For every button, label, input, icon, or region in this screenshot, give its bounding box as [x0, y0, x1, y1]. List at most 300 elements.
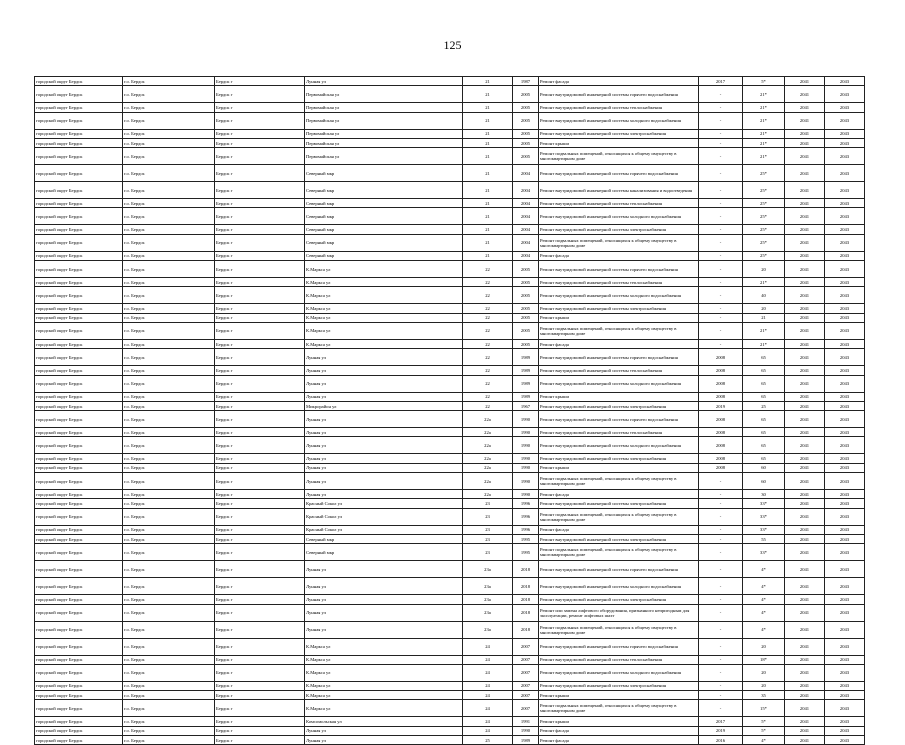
- district-cell: городской округ Бердск: [35, 349, 123, 366]
- table-row: [35, 261, 865, 278]
- table-row: [35, 182, 865, 199]
- locality-cell: Бердск г: [215, 103, 305, 112]
- year-built-cell: 1990: [513, 726, 539, 735]
- plan-end-year-cell: 2043: [825, 736, 865, 745]
- locality-cell: Бердск г: [215, 691, 305, 700]
- plan-end-year-cell: 2043: [825, 664, 865, 681]
- district-cell: городской округ Бердск: [35, 322, 123, 339]
- service-life-cell: 55: [743, 534, 785, 543]
- table-row: [35, 225, 865, 234]
- locality-cell: Бердск г: [215, 428, 305, 437]
- municipality-cell: г.о. Бердск: [123, 664, 215, 681]
- table-row: [35, 691, 865, 700]
- last-repair-year-cell: -: [699, 313, 743, 322]
- house-cell: 21: [463, 251, 513, 260]
- work-type-cell: Ремонт внутридомовой инженерной системы электроснабжения: [539, 534, 699, 543]
- last-repair-year-cell: -: [699, 621, 743, 638]
- work-type-cell: Ремонт внутридомовой инженерной системы горячего водоснабжения: [539, 349, 699, 366]
- year-built-cell: 1967: [513, 401, 539, 410]
- work-type-cell: Ремонт внутридомовой инженерной системы горячего водоснабжения: [539, 561, 699, 578]
- plan-end-year-cell: 2043: [825, 544, 865, 561]
- district-cell: городской округ Бердск: [35, 544, 123, 561]
- service-life-cell: 25: [743, 401, 785, 410]
- table-row: [35, 112, 865, 129]
- service-life-cell: 25*: [743, 199, 785, 208]
- district-cell: городской округ Бердск: [35, 251, 123, 260]
- house-cell: 22: [463, 261, 513, 278]
- service-life-cell: 21*: [743, 322, 785, 339]
- table-row: [35, 544, 865, 561]
- plan-end-year-cell: 2043: [825, 621, 865, 638]
- plan-start-year-cell: 2041: [785, 681, 825, 690]
- work-type-cell: Ремонт или замена лифтового оборудования, признанного непригодным для эксплуатации, ремонт лифтовых шахт: [539, 604, 699, 621]
- work-type-cell: Ремонт фасада: [539, 339, 699, 348]
- house-cell: 23а: [463, 578, 513, 595]
- street-cell: Лунная ул: [305, 437, 463, 454]
- house-cell: 23а: [463, 561, 513, 578]
- house-cell: 21: [463, 208, 513, 225]
- table-row: [35, 463, 865, 472]
- last-repair-year-cell: 2008: [699, 366, 743, 375]
- district-cell: городской округ Бердск: [35, 411, 123, 428]
- house-cell: 23: [463, 499, 513, 508]
- municipality-cell: г.о. Бердск: [123, 428, 215, 437]
- service-life-cell: 40: [743, 287, 785, 304]
- table-row: [35, 736, 865, 745]
- plan-end-year-cell: 2043: [825, 508, 865, 525]
- district-cell: городской округ Бердск: [35, 199, 123, 208]
- municipality-cell: г.о. Бердск: [123, 234, 215, 251]
- locality-cell: Бердск г: [215, 182, 305, 199]
- work-type-cell: Ремонт внутридомовой инженерной системы электроснабжения: [539, 499, 699, 508]
- district-cell: городской округ Бердск: [35, 225, 123, 234]
- work-type-cell: Ремонт внутридомовой инженерной системы горячего водоснабжения: [539, 411, 699, 428]
- street-cell: Северный мкр: [305, 251, 463, 260]
- work-type-cell: Ремонт внутридомовой инженерной системы горячего водоснабжения: [539, 165, 699, 182]
- house-cell: 21: [463, 225, 513, 234]
- last-repair-year-cell: -: [699, 664, 743, 681]
- work-type-cell: Ремонт подвальных помещений, относящихся к общему имуществу в многоквартирном доме: [539, 508, 699, 525]
- district-cell: городской округ Бердск: [35, 691, 123, 700]
- municipality-cell: г.о. Бердск: [123, 401, 215, 410]
- year-built-cell: 2018: [513, 595, 539, 604]
- last-repair-year-cell: -: [699, 691, 743, 700]
- service-life-cell: 21*: [743, 86, 785, 103]
- work-type-cell: Ремонт внутридомовой инженерной системы холодного водоснабжения: [539, 208, 699, 225]
- year-built-cell: 2004: [513, 165, 539, 182]
- municipality-cell: г.о. Бердск: [123, 534, 215, 543]
- street-cell: Северный мкр: [305, 544, 463, 561]
- last-repair-year-cell: -: [699, 534, 743, 543]
- table-row: [35, 138, 865, 147]
- house-cell: 21: [463, 86, 513, 103]
- service-life-cell: 20: [743, 261, 785, 278]
- table-row: [35, 287, 865, 304]
- work-type-cell: Ремонт крыши: [539, 717, 699, 726]
- table-row: [35, 604, 865, 621]
- plan-end-year-cell: 2043: [825, 103, 865, 112]
- year-built-cell: 1990: [513, 428, 539, 437]
- service-life-cell: 5*: [743, 726, 785, 735]
- works-table-container: [34, 76, 864, 745]
- house-cell: 23: [463, 534, 513, 543]
- plan-end-year-cell: 2043: [825, 437, 865, 454]
- year-built-cell: 2005: [513, 287, 539, 304]
- plan-start-year-cell: 2041: [785, 234, 825, 251]
- last-repair-year-cell: 2008: [699, 411, 743, 428]
- street-cell: Красный Сокол ул: [305, 525, 463, 534]
- work-type-cell: Ремонт крыши: [539, 691, 699, 700]
- plan-start-year-cell: 2041: [785, 691, 825, 700]
- locality-cell: Бердск г: [215, 437, 305, 454]
- street-cell: Первомайская ул: [305, 86, 463, 103]
- table-row: [35, 322, 865, 339]
- work-type-cell: Ремонт крыши: [539, 463, 699, 472]
- house-cell: 21: [463, 77, 513, 86]
- table-row: [35, 304, 865, 313]
- street-cell: Лунная ул: [305, 349, 463, 366]
- municipality-cell: г.о. Бердск: [123, 655, 215, 664]
- plan-start-year-cell: 2041: [785, 349, 825, 366]
- work-type-cell: Ремонт подвальных помещений, относящихся к общему имуществу в многоквартирном доме: [539, 700, 699, 717]
- plan-end-year-cell: 2043: [825, 392, 865, 401]
- plan-start-year-cell: 2041: [785, 621, 825, 638]
- district-cell: городской округ Бердск: [35, 595, 123, 604]
- work-type-cell: Ремонт крыши: [539, 392, 699, 401]
- plan-start-year-cell: 2041: [785, 138, 825, 147]
- plan-end-year-cell: 2043: [825, 129, 865, 138]
- street-cell: Северный мкр: [305, 165, 463, 182]
- locality-cell: Бердск г: [215, 129, 305, 138]
- street-cell: Первомайская ул: [305, 129, 463, 138]
- service-life-cell: 65: [743, 392, 785, 401]
- service-life-cell: 21: [743, 313, 785, 322]
- table-row: [35, 717, 865, 726]
- locality-cell: Бердск г: [215, 112, 305, 129]
- plan-start-year-cell: 2041: [785, 726, 825, 735]
- work-type-cell: Ремонт внутридомовой инженерной системы холодного водоснабжения: [539, 664, 699, 681]
- work-type-cell: Ремонт внутридомовой инженерной системы холодного водоснабжения: [539, 578, 699, 595]
- plan-end-year-cell: 2043: [825, 148, 865, 165]
- last-repair-year-cell: -: [699, 148, 743, 165]
- service-life-cell: 4*: [743, 736, 785, 745]
- service-life-cell: 4*: [743, 595, 785, 604]
- service-life-cell: 65: [743, 454, 785, 463]
- street-cell: Лунная ул: [305, 77, 463, 86]
- year-built-cell: 2005: [513, 103, 539, 112]
- house-cell: 22: [463, 278, 513, 287]
- plan-end-year-cell: 2043: [825, 525, 865, 534]
- plan-end-year-cell: 2043: [825, 304, 865, 313]
- municipality-cell: г.о. Бердск: [123, 726, 215, 735]
- table-row: [35, 234, 865, 251]
- house-cell: 22: [463, 366, 513, 375]
- district-cell: городской округ Бердск: [35, 525, 123, 534]
- locality-cell: Бердск г: [215, 339, 305, 348]
- last-repair-year-cell: 2008: [699, 463, 743, 472]
- municipality-cell: г.о. Бердск: [123, 508, 215, 525]
- locality-cell: Бердск г: [215, 148, 305, 165]
- plan-start-year-cell: 2041: [785, 86, 825, 103]
- work-type-cell: Ремонт внутридомовой инженерной системы теплоснабжения: [539, 655, 699, 664]
- district-cell: городской округ Бердск: [35, 604, 123, 621]
- house-cell: 22: [463, 304, 513, 313]
- service-life-cell: 33*: [743, 544, 785, 561]
- district-cell: городской округ Бердск: [35, 366, 123, 375]
- last-repair-year-cell: -: [699, 86, 743, 103]
- plan-end-year-cell: 2043: [825, 77, 865, 86]
- locality-cell: Бердск г: [215, 595, 305, 604]
- last-repair-year-cell: 2008: [699, 428, 743, 437]
- locality-cell: Бердск г: [215, 138, 305, 147]
- plan-start-year-cell: 2041: [785, 717, 825, 726]
- year-built-cell: 1996: [513, 525, 539, 534]
- works-table: [34, 76, 865, 745]
- year-built-cell: 2007: [513, 700, 539, 717]
- plan-start-year-cell: 2041: [785, 638, 825, 655]
- plan-start-year-cell: 2041: [785, 375, 825, 392]
- year-built-cell: 2005: [513, 322, 539, 339]
- street-cell: Лунная ул: [305, 473, 463, 490]
- year-built-cell: 2004: [513, 251, 539, 260]
- street-cell: К.Маркса ул: [305, 313, 463, 322]
- last-repair-year-cell: -: [699, 261, 743, 278]
- locality-cell: Бердск г: [215, 411, 305, 428]
- district-cell: городской округ Бердск: [35, 287, 123, 304]
- municipality-cell: г.о. Бердск: [123, 77, 215, 86]
- district-cell: городской округ Бердск: [35, 208, 123, 225]
- plan-start-year-cell: 2041: [785, 148, 825, 165]
- locality-cell: Бердск г: [215, 86, 305, 103]
- plan-end-year-cell: 2043: [825, 112, 865, 129]
- municipality-cell: г.о. Бердск: [123, 375, 215, 392]
- year-built-cell: 1990: [513, 490, 539, 499]
- table-row: [35, 401, 865, 410]
- plan-start-year-cell: 2041: [785, 428, 825, 437]
- plan-start-year-cell: 2041: [785, 604, 825, 621]
- district-cell: городской округ Бердск: [35, 655, 123, 664]
- year-built-cell: 2005: [513, 86, 539, 103]
- service-life-cell: 25*: [743, 182, 785, 199]
- plan-start-year-cell: 2041: [785, 595, 825, 604]
- street-cell: Лунная ул: [305, 595, 463, 604]
- locality-cell: Бердск г: [215, 578, 305, 595]
- year-built-cell: 2005: [513, 313, 539, 322]
- plan-start-year-cell: 2041: [785, 199, 825, 208]
- year-built-cell: 1989: [513, 366, 539, 375]
- table-row: [35, 148, 865, 165]
- service-life-cell: 25*: [743, 225, 785, 234]
- work-type-cell: Ремонт внутридомовой инженерной системы горячего водоснабжения: [539, 261, 699, 278]
- work-type-cell: Ремонт внутридомовой инженерной системы теплоснабжения: [539, 199, 699, 208]
- locality-cell: Бердск г: [215, 454, 305, 463]
- year-built-cell: 2007: [513, 681, 539, 690]
- year-built-cell: 2018: [513, 621, 539, 638]
- table-row: [35, 561, 865, 578]
- table-row: [35, 525, 865, 534]
- service-life-cell: 4*: [743, 578, 785, 595]
- last-repair-year-cell: -: [699, 700, 743, 717]
- table-row: [35, 437, 865, 454]
- service-life-cell: 25*: [743, 165, 785, 182]
- plan-start-year-cell: 2041: [785, 208, 825, 225]
- house-cell: 21: [463, 199, 513, 208]
- street-cell: К.Маркса ул: [305, 655, 463, 664]
- locality-cell: Бердск г: [215, 392, 305, 401]
- plan-end-year-cell: 2043: [825, 578, 865, 595]
- plan-start-year-cell: 2041: [785, 261, 825, 278]
- municipality-cell: г.о. Бердск: [123, 499, 215, 508]
- work-type-cell: Ремонт внутридомовой инженерной системы теплоснабжения: [539, 103, 699, 112]
- table-row: [35, 499, 865, 508]
- service-life-cell: 21*: [743, 112, 785, 129]
- district-cell: городской округ Бердск: [35, 304, 123, 313]
- plan-end-year-cell: 2043: [825, 473, 865, 490]
- table-row: [35, 375, 865, 392]
- street-cell: К.Маркса ул: [305, 691, 463, 700]
- plan-end-year-cell: 2043: [825, 182, 865, 199]
- last-repair-year-cell: -: [699, 182, 743, 199]
- municipality-cell: г.о. Бердск: [123, 437, 215, 454]
- page-number: 125: [443, 38, 462, 52]
- municipality-cell: г.о. Бердск: [123, 304, 215, 313]
- last-repair-year-cell: -: [699, 473, 743, 490]
- year-built-cell: 2007: [513, 655, 539, 664]
- work-type-cell: Ремонт внутридомовой инженерной системы горячего водоснабжения: [539, 638, 699, 655]
- last-repair-year-cell: -: [699, 138, 743, 147]
- municipality-cell: г.о. Бердск: [123, 103, 215, 112]
- year-built-cell: 1990: [513, 454, 539, 463]
- service-life-cell: 5*: [743, 77, 785, 86]
- last-repair-year-cell: -: [699, 525, 743, 534]
- table-row: [35, 129, 865, 138]
- year-built-cell: 1989: [513, 736, 539, 745]
- plan-start-year-cell: 2041: [785, 77, 825, 86]
- plan-end-year-cell: 2043: [825, 225, 865, 234]
- house-cell: 23а: [463, 595, 513, 604]
- street-cell: К.Маркса ул: [305, 287, 463, 304]
- municipality-cell: г.о. Бердск: [123, 604, 215, 621]
- plan-start-year-cell: 2041: [785, 366, 825, 375]
- year-built-cell: 1990: [513, 463, 539, 472]
- work-type-cell: Ремонт фасада: [539, 251, 699, 260]
- table-row: [35, 278, 865, 287]
- locality-cell: Бердск г: [215, 313, 305, 322]
- plan-start-year-cell: 2041: [785, 700, 825, 717]
- locality-cell: Бердск г: [215, 322, 305, 339]
- district-cell: городской округ Бердск: [35, 463, 123, 472]
- plan-end-year-cell: 2043: [825, 726, 865, 735]
- table-row: [35, 313, 865, 322]
- locality-cell: Бердск г: [215, 717, 305, 726]
- house-cell: 24: [463, 700, 513, 717]
- municipality-cell: г.о. Бердск: [123, 463, 215, 472]
- locality-cell: Бердск г: [215, 225, 305, 234]
- table-row: [35, 578, 865, 595]
- municipality-cell: г.о. Бердск: [123, 736, 215, 745]
- table-row: [35, 534, 865, 543]
- district-cell: городской округ Бердск: [35, 261, 123, 278]
- municipality-cell: г.о. Бердск: [123, 392, 215, 401]
- plan-end-year-cell: 2043: [825, 287, 865, 304]
- plan-end-year-cell: 2043: [825, 261, 865, 278]
- service-life-cell: 65: [743, 375, 785, 392]
- district-cell: городской округ Бердск: [35, 681, 123, 690]
- last-repair-year-cell: 2016: [699, 736, 743, 745]
- service-life-cell: 21*: [743, 278, 785, 287]
- plan-start-year-cell: 2041: [785, 401, 825, 410]
- street-cell: К.Маркса ул: [305, 339, 463, 348]
- house-cell: 21: [463, 138, 513, 147]
- locality-cell: Бердск г: [215, 621, 305, 638]
- last-repair-year-cell: -: [699, 508, 743, 525]
- last-repair-year-cell: 2019: [699, 726, 743, 735]
- last-repair-year-cell: 2019: [699, 401, 743, 410]
- locality-cell: Бердск г: [215, 165, 305, 182]
- last-repair-year-cell: -: [699, 165, 743, 182]
- service-life-cell: 20: [743, 664, 785, 681]
- municipality-cell: г.о. Бердск: [123, 621, 215, 638]
- last-repair-year-cell: -: [699, 208, 743, 225]
- street-cell: Лунная ул: [305, 726, 463, 735]
- plan-end-year-cell: 2043: [825, 313, 865, 322]
- municipality-cell: г.о. Бердск: [123, 313, 215, 322]
- district-cell: городской округ Бердск: [35, 534, 123, 543]
- house-cell: 22а: [463, 454, 513, 463]
- service-life-cell: 20: [743, 681, 785, 690]
- street-cell: Северный мкр: [305, 208, 463, 225]
- plan-start-year-cell: 2041: [785, 313, 825, 322]
- locality-cell: Бердск г: [215, 508, 305, 525]
- plan-start-year-cell: 2041: [785, 655, 825, 664]
- table-row: [35, 726, 865, 735]
- work-type-cell: Ремонт внутридомовой инженерной системы теплоснабжения: [539, 428, 699, 437]
- district-cell: городской округ Бердск: [35, 401, 123, 410]
- municipality-cell: г.о. Бердск: [123, 595, 215, 604]
- locality-cell: Бердск г: [215, 234, 305, 251]
- locality-cell: Бердск г: [215, 251, 305, 260]
- service-life-cell: 4*: [743, 621, 785, 638]
- street-cell: Лунная ул: [305, 428, 463, 437]
- year-built-cell: 2018: [513, 604, 539, 621]
- last-repair-year-cell: 2008: [699, 437, 743, 454]
- locality-cell: Бердск г: [215, 638, 305, 655]
- house-cell: 22а: [463, 490, 513, 499]
- plan-end-year-cell: 2043: [825, 691, 865, 700]
- district-cell: городской округ Бердск: [35, 278, 123, 287]
- district-cell: городской округ Бердск: [35, 437, 123, 454]
- year-built-cell: 1990: [513, 437, 539, 454]
- service-life-cell: 33*: [743, 525, 785, 534]
- street-cell: Лунная ул: [305, 463, 463, 472]
- plan-start-year-cell: 2041: [785, 304, 825, 313]
- house-cell: 24: [463, 691, 513, 700]
- municipality-cell: г.о. Бердск: [123, 638, 215, 655]
- municipality-cell: г.о. Бердск: [123, 112, 215, 129]
- municipality-cell: г.о. Бердск: [123, 578, 215, 595]
- plan-end-year-cell: 2043: [825, 655, 865, 664]
- work-type-cell: Ремонт подвальных помещений, относящихся к общему имуществу в многоквартирном доме: [539, 322, 699, 339]
- locality-cell: Бердск г: [215, 664, 305, 681]
- locality-cell: Бердск г: [215, 473, 305, 490]
- plan-start-year-cell: 2041: [785, 437, 825, 454]
- last-repair-year-cell: 2008: [699, 375, 743, 392]
- table-row: [35, 638, 865, 655]
- district-cell: городской округ Бердск: [35, 428, 123, 437]
- plan-end-year-cell: 2043: [825, 251, 865, 260]
- service-life-cell: 25*: [743, 208, 785, 225]
- house-cell: 22: [463, 375, 513, 392]
